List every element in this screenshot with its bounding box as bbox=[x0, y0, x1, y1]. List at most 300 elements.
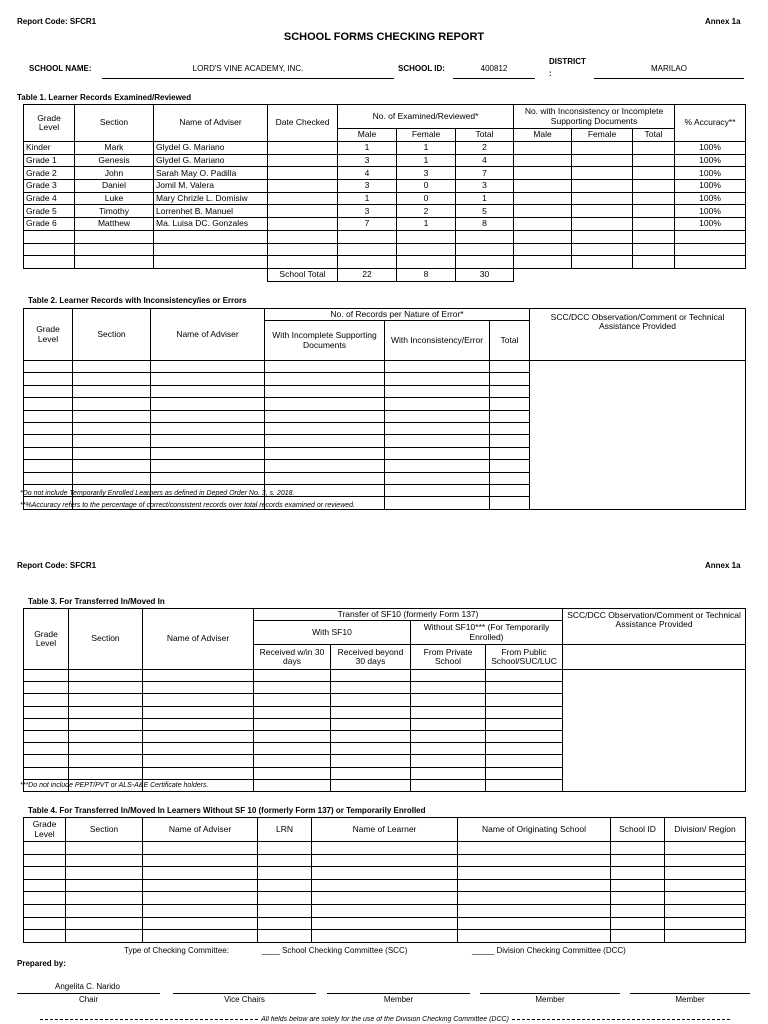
t3-cell[interactable] bbox=[143, 670, 254, 682]
t2-cell[interactable] bbox=[151, 460, 265, 472]
t3-cell[interactable] bbox=[143, 718, 254, 730]
t4-cell[interactable] bbox=[66, 867, 143, 880]
t4-cell[interactable] bbox=[611, 892, 665, 905]
t3-cell[interactable] bbox=[143, 767, 254, 779]
t2-cell[interactable] bbox=[490, 435, 530, 447]
t3-cell[interactable] bbox=[486, 755, 563, 767]
t3-cell[interactable] bbox=[254, 694, 331, 706]
t3-cell[interactable] bbox=[143, 694, 254, 706]
t2-cell[interactable] bbox=[385, 385, 490, 397]
t1-cell-adviser: Ma. Luisa DC. Gonzales bbox=[154, 218, 268, 231]
t4-cell[interactable] bbox=[24, 842, 66, 855]
t2-cell[interactable] bbox=[385, 435, 490, 447]
t3-cell[interactable] bbox=[331, 694, 411, 706]
t1-h-total: Total bbox=[456, 129, 514, 142]
table3-caption: Table 3. For Transferred In/Moved In bbox=[28, 597, 165, 606]
t1-cell-grade: Grade 3 bbox=[24, 180, 75, 193]
t3-cell[interactable] bbox=[143, 755, 254, 767]
t4-cell[interactable] bbox=[312, 930, 458, 943]
t3-cell[interactable] bbox=[411, 706, 486, 718]
report-code: Report Code: SFCR1 bbox=[17, 17, 97, 26]
t3-cell[interactable] bbox=[69, 755, 143, 767]
t3-cell[interactable] bbox=[411, 730, 486, 742]
t3-cell[interactable] bbox=[254, 730, 331, 742]
t4-cell[interactable] bbox=[458, 867, 611, 880]
t1-cell-if bbox=[572, 180, 633, 193]
t1-h-male: Male bbox=[338, 129, 397, 142]
t3-cell[interactable] bbox=[411, 670, 486, 682]
t3-cell[interactable] bbox=[486, 730, 563, 742]
t3-cell[interactable] bbox=[24, 706, 69, 718]
t2-cell[interactable] bbox=[73, 361, 151, 373]
t4-cell[interactable] bbox=[611, 854, 665, 867]
t4-cell[interactable] bbox=[665, 854, 746, 867]
t1-cell-it bbox=[633, 243, 675, 256]
transferred-in-table bbox=[23, 608, 746, 792]
t1-cell-total bbox=[456, 243, 514, 256]
t3-cell[interactable] bbox=[24, 670, 69, 682]
t3-cell[interactable] bbox=[69, 730, 143, 742]
t2-cell[interactable] bbox=[490, 484, 530, 496]
t2-cell[interactable] bbox=[265, 422, 385, 434]
t3-cell[interactable] bbox=[486, 682, 563, 694]
t2-cell[interactable] bbox=[151, 373, 265, 385]
t1-cell-im bbox=[514, 192, 572, 205]
t3-h-section: Section bbox=[69, 609, 143, 670]
t1-cell-grade: Grade 4 bbox=[24, 192, 75, 205]
school-id-text: 400812 bbox=[480, 64, 508, 73]
t3-cell[interactable] bbox=[143, 730, 254, 742]
t2-h-inconsistency: With Inconsistency/Error bbox=[385, 321, 490, 361]
t2-cell[interactable] bbox=[73, 422, 151, 434]
t1-cell-it bbox=[633, 142, 675, 155]
t1-cell-it bbox=[633, 218, 675, 231]
t3-cell[interactable] bbox=[331, 779, 411, 791]
t4-cell[interactable] bbox=[66, 879, 143, 892]
table-row bbox=[24, 879, 746, 892]
t4-cell[interactable] bbox=[143, 867, 258, 880]
t4-cell[interactable] bbox=[24, 854, 66, 867]
t2-cell[interactable] bbox=[24, 410, 73, 422]
t4-h-lrn: LRN bbox=[258, 818, 312, 842]
t1-cell-if bbox=[572, 218, 633, 231]
t1-cell-if bbox=[572, 167, 633, 180]
t4-cell[interactable] bbox=[143, 917, 258, 930]
learner-records-table bbox=[23, 104, 746, 282]
t4-cell[interactable] bbox=[665, 867, 746, 880]
t2-cell[interactable] bbox=[265, 398, 385, 410]
t4-cell[interactable] bbox=[611, 842, 665, 855]
t3-cell[interactable] bbox=[254, 767, 331, 779]
t3-cell[interactable] bbox=[486, 670, 563, 682]
t4-h-section: Section bbox=[66, 818, 143, 842]
member3-signature-line bbox=[630, 993, 750, 994]
t1-h-section: Section bbox=[75, 105, 154, 142]
t2-cell[interactable] bbox=[265, 447, 385, 459]
t3-cell[interactable] bbox=[254, 743, 331, 755]
t1-cell-section: Luke bbox=[75, 192, 154, 205]
t4-cell[interactable] bbox=[143, 892, 258, 905]
t2-cell[interactable] bbox=[265, 460, 385, 472]
t3-h-public: From Public School/SUC/LUC bbox=[486, 645, 563, 670]
t4-cell[interactable] bbox=[665, 904, 746, 917]
note-3: ***Do not include PEPT/PVT or ALS-A&E Certificate holders. bbox=[20, 782, 209, 789]
t1-cell-im bbox=[514, 154, 572, 167]
t1-cell-grade bbox=[24, 256, 75, 269]
district-text: MARILAO bbox=[650, 64, 687, 73]
t3-cell[interactable] bbox=[69, 767, 143, 779]
t4-cell[interactable] bbox=[66, 854, 143, 867]
t1-cell-total: 4 bbox=[456, 154, 514, 167]
t2-cell[interactable] bbox=[24, 422, 73, 434]
t2-cell[interactable] bbox=[24, 472, 73, 484]
scc-option[interactable]: ____ School Checking Committee (SCC) bbox=[262, 946, 408, 955]
t4-cell[interactable] bbox=[66, 842, 143, 855]
t2-cell[interactable] bbox=[490, 410, 530, 422]
t1-cell-if bbox=[572, 256, 633, 269]
t3-cell[interactable] bbox=[411, 767, 486, 779]
t2-h-grade: Grade Level bbox=[24, 309, 73, 361]
t4-cell[interactable] bbox=[312, 879, 458, 892]
t1-cell-adviser: Jomil M. Valera bbox=[154, 180, 268, 193]
t2-cell[interactable] bbox=[73, 398, 151, 410]
t3-cell[interactable] bbox=[69, 694, 143, 706]
t1-cell-grade: Grade 1 bbox=[24, 154, 75, 167]
chair-name: Angelita C. Narido bbox=[55, 982, 120, 991]
t4-cell[interactable] bbox=[458, 917, 611, 930]
t2-cell[interactable] bbox=[73, 373, 151, 385]
chair-role: Chair bbox=[78, 995, 99, 1004]
t4-cell[interactable] bbox=[143, 930, 258, 943]
school-total-label: School Total bbox=[268, 268, 338, 281]
t3-cell[interactable] bbox=[24, 718, 69, 730]
t3-h-observation: SCC/DCC Observation/Comment or Technical Assistance Provided bbox=[563, 609, 746, 645]
table-row bbox=[24, 917, 746, 930]
t1-cell-im bbox=[514, 167, 572, 180]
t3-cell[interactable] bbox=[486, 743, 563, 755]
t3-cell[interactable] bbox=[411, 755, 486, 767]
t1-h-inconsistency: No. with Inconsistency or Incomplete Supporting Documents bbox=[514, 105, 675, 129]
t3-cell[interactable] bbox=[69, 743, 143, 755]
t3-cell[interactable] bbox=[331, 767, 411, 779]
t2-cell[interactable] bbox=[265, 435, 385, 447]
t2-cell[interactable] bbox=[385, 422, 490, 434]
t1-cell-grade: Grade 2 bbox=[24, 167, 75, 180]
t3-cell[interactable] bbox=[24, 755, 69, 767]
t3-cell[interactable] bbox=[254, 706, 331, 718]
t2-cell[interactable] bbox=[73, 385, 151, 397]
t4-cell[interactable] bbox=[24, 917, 66, 930]
table1-caption: Table 1. Learner Records Examined/Reviewed bbox=[17, 93, 192, 102]
t1-cell-total: 8 bbox=[456, 218, 514, 231]
t2-cell[interactable] bbox=[73, 472, 151, 484]
t2-cell[interactable] bbox=[24, 385, 73, 397]
t3-cell[interactable] bbox=[69, 670, 143, 682]
t2-cell[interactable] bbox=[24, 447, 73, 459]
t4-cell[interactable] bbox=[143, 879, 258, 892]
t4-cell[interactable] bbox=[312, 854, 458, 867]
t2-cell[interactable] bbox=[385, 398, 490, 410]
t3-h-private: From Private School bbox=[411, 645, 486, 670]
t3-cell[interactable] bbox=[254, 682, 331, 694]
t2-cell[interactable] bbox=[385, 484, 490, 496]
t4-cell[interactable] bbox=[66, 930, 143, 943]
t2-cell[interactable] bbox=[151, 435, 265, 447]
table-row bbox=[24, 892, 746, 905]
t2-cell[interactable] bbox=[151, 447, 265, 459]
t4-cell[interactable] bbox=[66, 917, 143, 930]
t4-cell[interactable] bbox=[665, 842, 746, 855]
t4-h-division: Division/ Region bbox=[665, 818, 746, 842]
t4-cell[interactable] bbox=[312, 892, 458, 905]
table-row bbox=[24, 230, 746, 243]
t2-cell[interactable] bbox=[265, 472, 385, 484]
t1-h-total2: Total bbox=[633, 129, 675, 142]
t2-cell[interactable] bbox=[265, 373, 385, 385]
t3-cell[interactable] bbox=[331, 718, 411, 730]
t4-cell[interactable] bbox=[258, 917, 312, 930]
t4-cell[interactable] bbox=[66, 892, 143, 905]
t2-observation-box[interactable] bbox=[530, 361, 746, 510]
t1-cell-female bbox=[397, 256, 456, 269]
t1-cell-acc: 100% bbox=[675, 154, 746, 167]
t2-cell[interactable] bbox=[265, 410, 385, 422]
t1-cell-female: 0 bbox=[397, 180, 456, 193]
t2-cell[interactable] bbox=[385, 447, 490, 459]
t3-cell[interactable] bbox=[254, 755, 331, 767]
t4-cell[interactable] bbox=[258, 842, 312, 855]
t1-cell-acc: 100% bbox=[675, 180, 746, 193]
t2-h-observation: SCC/DCC Observation/Comment or Technical Assistance Provided bbox=[530, 309, 746, 361]
t2-cell[interactable] bbox=[490, 373, 530, 385]
t3-cell[interactable] bbox=[411, 694, 486, 706]
t3-cell[interactable] bbox=[486, 706, 563, 718]
t1-cell-male: 3 bbox=[338, 205, 397, 218]
t4-cell[interactable] bbox=[258, 867, 312, 880]
t3-cell[interactable] bbox=[24, 743, 69, 755]
t1-cell-section bbox=[75, 243, 154, 256]
annex-label: Annex 1a bbox=[705, 17, 741, 26]
t2-cell[interactable] bbox=[490, 497, 530, 509]
t2-cell[interactable] bbox=[490, 398, 530, 410]
t4-h-learner: Name of Learner bbox=[312, 818, 458, 842]
district-value bbox=[594, 64, 744, 79]
t3-cell[interactable] bbox=[331, 730, 411, 742]
t1-cell-male: 7 bbox=[338, 218, 397, 231]
t1-cell-acc: 100% bbox=[675, 142, 746, 155]
t2-cell[interactable] bbox=[24, 435, 73, 447]
t3-h-within: Received w/in 30 days bbox=[254, 645, 331, 670]
school-name-value bbox=[102, 64, 394, 79]
t4-cell[interactable] bbox=[312, 917, 458, 930]
t2-cell[interactable] bbox=[24, 361, 73, 373]
t4-cell[interactable] bbox=[24, 867, 66, 880]
t3-cell[interactable] bbox=[331, 670, 411, 682]
t4-cell[interactable] bbox=[24, 879, 66, 892]
t2-cell[interactable] bbox=[151, 361, 265, 373]
t1-cell-section: Genesis bbox=[75, 154, 154, 167]
t3-cell[interactable] bbox=[486, 694, 563, 706]
t3-cell[interactable] bbox=[254, 718, 331, 730]
vice-chair-signature-line bbox=[173, 993, 316, 994]
t3-cell[interactable] bbox=[143, 743, 254, 755]
t2-cell[interactable] bbox=[385, 460, 490, 472]
t3-cell[interactable] bbox=[143, 706, 254, 718]
t2-cell[interactable] bbox=[151, 410, 265, 422]
t4-cell[interactable] bbox=[611, 879, 665, 892]
t4-cell[interactable] bbox=[611, 867, 665, 880]
t4-cell[interactable] bbox=[258, 930, 312, 943]
t1-cell-im bbox=[514, 205, 572, 218]
t2-cell[interactable] bbox=[385, 497, 490, 509]
t4-cell[interactable] bbox=[458, 842, 611, 855]
t2-cell[interactable] bbox=[73, 435, 151, 447]
t3-cell[interactable] bbox=[331, 755, 411, 767]
t3-cell[interactable] bbox=[254, 670, 331, 682]
t3-observation-box[interactable] bbox=[563, 670, 746, 792]
t4-cell[interactable] bbox=[458, 930, 611, 943]
t4-cell[interactable] bbox=[312, 867, 458, 880]
t4-cell[interactable] bbox=[665, 917, 746, 930]
t1-h-female2: Female bbox=[572, 129, 633, 142]
t4-cell[interactable] bbox=[312, 904, 458, 917]
t1-cell-total: 1 bbox=[456, 192, 514, 205]
t1-cell-male: 3 bbox=[338, 154, 397, 167]
t4-cell[interactable] bbox=[66, 904, 143, 917]
t3-cell[interactable] bbox=[331, 706, 411, 718]
t3-cell[interactable] bbox=[411, 743, 486, 755]
t4-cell[interactable] bbox=[312, 842, 458, 855]
t1-cell-it bbox=[633, 230, 675, 243]
t3-h-transfer: Transfer of SF10 (formerly Form 137) bbox=[254, 609, 563, 621]
t4-cell[interactable] bbox=[24, 892, 66, 905]
t3-cell[interactable] bbox=[411, 682, 486, 694]
t1-cell-if bbox=[572, 205, 633, 218]
t4-cell[interactable] bbox=[143, 842, 258, 855]
t2-cell[interactable] bbox=[24, 398, 73, 410]
t4-cell[interactable] bbox=[258, 879, 312, 892]
t2-cell[interactable] bbox=[490, 472, 530, 484]
t3-cell[interactable] bbox=[69, 706, 143, 718]
t2-cell[interactable] bbox=[73, 447, 151, 459]
t4-cell[interactable] bbox=[143, 904, 258, 917]
t2-cell[interactable] bbox=[265, 361, 385, 373]
t3-cell[interactable] bbox=[331, 682, 411, 694]
t4-cell[interactable] bbox=[665, 930, 746, 943]
t1-cell-female: 0 bbox=[397, 192, 456, 205]
t2-cell[interactable] bbox=[73, 410, 151, 422]
t4-cell[interactable] bbox=[258, 904, 312, 917]
t2-cell[interactable] bbox=[385, 410, 490, 422]
t3-cell[interactable] bbox=[486, 779, 563, 791]
t4-cell[interactable] bbox=[458, 879, 611, 892]
t4-cell[interactable] bbox=[611, 904, 665, 917]
t1-cell-grade: Grade 5 bbox=[24, 205, 75, 218]
t1-cell-female bbox=[397, 243, 456, 256]
school-id-value bbox=[453, 64, 535, 79]
t2-cell[interactable] bbox=[151, 472, 265, 484]
t2-cell[interactable] bbox=[490, 385, 530, 397]
t3-cell[interactable] bbox=[486, 718, 563, 730]
t2-cell[interactable] bbox=[385, 472, 490, 484]
t1-cell-total: 3 bbox=[456, 180, 514, 193]
t4-cell[interactable] bbox=[458, 854, 611, 867]
t4-cell[interactable] bbox=[258, 892, 312, 905]
t1-cell-female: 3 bbox=[397, 167, 456, 180]
t2-cell[interactable] bbox=[490, 460, 530, 472]
t3-cell[interactable] bbox=[143, 682, 254, 694]
t4-cell[interactable] bbox=[24, 930, 66, 943]
t3-cell[interactable] bbox=[24, 694, 69, 706]
t2-cell[interactable] bbox=[24, 460, 73, 472]
t3-cell[interactable] bbox=[331, 743, 411, 755]
t4-cell[interactable] bbox=[665, 879, 746, 892]
table4-caption: Table 4. For Transferred In/Moved In Learners Without SF 10 (formerly Form 137) or Temporarily Enrolled bbox=[28, 806, 426, 815]
t4-cell[interactable] bbox=[258, 854, 312, 867]
table-row bbox=[24, 167, 746, 180]
t2-cell[interactable] bbox=[385, 373, 490, 385]
t1-cell-total bbox=[456, 256, 514, 269]
t4-cell[interactable] bbox=[665, 892, 746, 905]
t3-h-with: With SF10 bbox=[254, 621, 411, 645]
t2-cell[interactable] bbox=[151, 398, 265, 410]
t1-cell-adviser: Mary Chrizle L. Domisiw bbox=[154, 192, 268, 205]
t3-cell[interactable] bbox=[24, 767, 69, 779]
t1-h-accuracy: % Accuracy** bbox=[675, 105, 746, 142]
t3-cell[interactable] bbox=[486, 767, 563, 779]
t2-cell[interactable] bbox=[385, 361, 490, 373]
t4-cell[interactable] bbox=[611, 917, 665, 930]
t2-cell[interactable] bbox=[151, 385, 265, 397]
t2-cell[interactable] bbox=[490, 422, 530, 434]
t3-cell[interactable] bbox=[24, 730, 69, 742]
t2-cell[interactable] bbox=[24, 373, 73, 385]
t2-cell[interactable] bbox=[73, 460, 151, 472]
t2-cell[interactable] bbox=[490, 447, 530, 459]
t4-cell[interactable] bbox=[458, 892, 611, 905]
t3-cell[interactable] bbox=[254, 779, 331, 791]
t1-cell-female: 2 bbox=[397, 205, 456, 218]
t1-cell-adviser bbox=[154, 243, 268, 256]
t2-cell[interactable] bbox=[151, 422, 265, 434]
t4-cell[interactable] bbox=[143, 854, 258, 867]
total-male: 22 bbox=[338, 268, 397, 281]
t1-h-adviser: Name of Adviser bbox=[154, 105, 268, 142]
t4-cell[interactable] bbox=[24, 904, 66, 917]
t3-cell[interactable] bbox=[69, 682, 143, 694]
t3-cell[interactable] bbox=[24, 682, 69, 694]
t3-body bbox=[24, 670, 746, 792]
t2-cell[interactable] bbox=[490, 361, 530, 373]
t4-cell[interactable] bbox=[458, 904, 611, 917]
t3-h-without: Without SF10*** (For Temporarily Enrolled) bbox=[411, 621, 563, 645]
t1-cell-section: Matthew bbox=[75, 218, 154, 231]
table-row bbox=[24, 854, 746, 867]
t3-cell[interactable] bbox=[411, 718, 486, 730]
table-row bbox=[24, 361, 746, 373]
t3-cell[interactable] bbox=[411, 779, 486, 791]
table-row bbox=[24, 867, 746, 880]
table-row bbox=[24, 256, 746, 269]
district-colon: : bbox=[549, 69, 552, 78]
t2-h-total: Total bbox=[490, 321, 530, 361]
t2-cell[interactable] bbox=[265, 385, 385, 397]
dcc-option[interactable]: _____ Division Checking Committee (DCC) bbox=[472, 946, 626, 955]
total-all: 30 bbox=[456, 268, 514, 281]
total-female: 8 bbox=[397, 268, 456, 281]
t3-cell[interactable] bbox=[69, 718, 143, 730]
t4-cell[interactable] bbox=[611, 930, 665, 943]
